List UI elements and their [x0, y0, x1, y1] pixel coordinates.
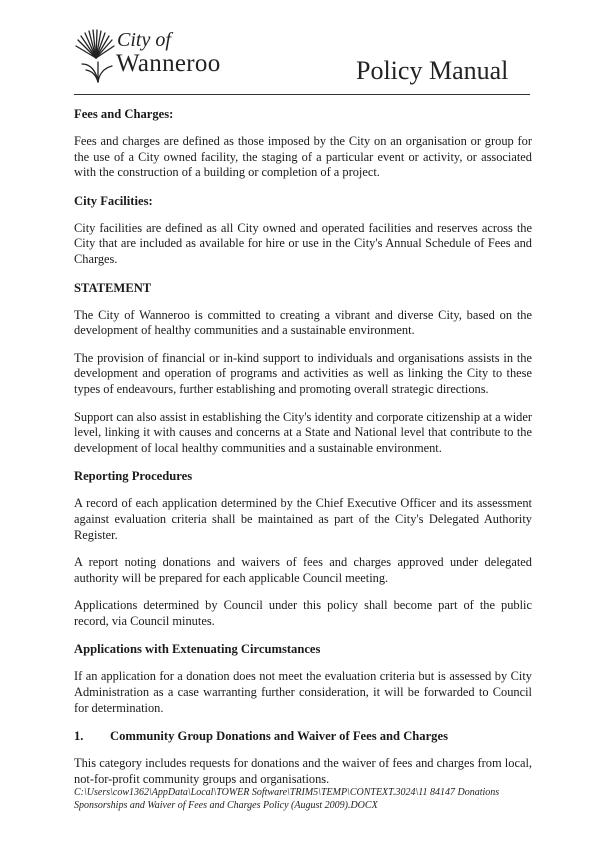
section-number: 1.: [74, 729, 84, 744]
header-divider: [74, 94, 530, 95]
community-paragraph: This category includes requests for donations and the waiver of fees and charges from local, not-for-profit community groups and organisations.: [74, 756, 532, 786]
facilities-paragraph: City facilities are defined as all City owned and operated facilities and reserves across the City that are included as available for hire or use in the City's Annual Schedule of Fees and Charges.: [74, 220, 532, 266]
extenuating-paragraph: If an application for a donation does not meet the evaluation criteria but is assessed by City Administration as a case warranting further consideration, it will be forwarded to Council for determination.: [74, 669, 532, 715]
community-heading: [74, 728, 532, 744]
reporting-paragraph-3: Applications determined by Council under this policy shall become part of the public record, via Council minutes.: [74, 598, 532, 628]
file-path-footer: [74, 786, 544, 812]
fees-heading: Fees and Charges:: [74, 107, 174, 121]
statement-paragraph-3: Support can also assist in establishing the City's identity and corporate citizenship at a wider level, linking it with causes and concerns at a State and National level that contribute to the development of local healthy communities and a sustainable environment.: [74, 409, 532, 455]
statement-heading: STATEMENT: [74, 280, 152, 295]
community-heading-text: Community Group Donations and Waiver of Fees and Charges: [110, 729, 448, 744]
reporting-paragraph-1: A record of each application determined by the Chief Executive Officer and its assessment against evaluation criteria shall be maintained as part of the City's Delegated Authority Register.: [74, 496, 532, 542]
logo-city-text: City of: [117, 29, 171, 51]
footer-line-2: Sponsorships and Waiver of Fees and Charges Policy (August 2009).DOCX: [74, 800, 378, 811]
manual-title: Policy Manual: [356, 56, 509, 85]
extenuating-heading: Applications with Extenuating Circumstances: [74, 642, 321, 657]
logo-wanneroo-text: Wanneroo: [116, 50, 221, 77]
document-body: [74, 106, 532, 799]
statement-paragraph-1: The City of Wanneroo is committed to creating a vibrant and diverse City, based on the development of healthy communities and a sustainable environment.: [74, 307, 532, 338]
grass-tree-logo-icon: [72, 28, 120, 84]
footer-line-1: C:\Users\cow1362\AppData\Local\TOWER Software\TRIM5\TEMP\CONTEXT.3024\11 84147 Donations: [74, 787, 500, 798]
statement-paragraph-2: The provision of financial or in-kind support to individuals and organisations assists in the development and operation of programs and activities as well as linking the City to these types of endeavours, further establishing and promoting overall strategic directions.: [74, 350, 532, 396]
city-logo: [72, 28, 242, 86]
fees-paragraph: Fees and charges are defined as those imposed by the City on an organisation or group for the use of a City owned facility, the staging of a particular event or activity, or associated with the construction of a building or completion of a project.: [74, 134, 532, 180]
reporting-heading: Reporting Procedures: [74, 469, 193, 484]
page-header: [0, 0, 600, 100]
reporting-paragraph-2: A report noting donations and waivers of fees and charges approved under delegated authority will be prepared for each applicable Council meeting.: [74, 555, 532, 585]
facilities-heading: City Facilities:: [74, 193, 153, 208]
